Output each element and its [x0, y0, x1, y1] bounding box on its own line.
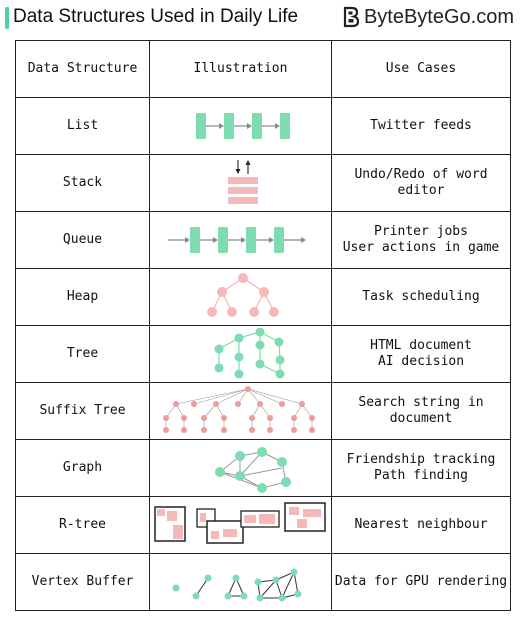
table-row [16, 497, 511, 554]
illustration-cell [150, 497, 332, 554]
queue-illustration [156, 214, 326, 266]
use-case: Twitter feeds [332, 98, 511, 155]
structure-name: Tree [16, 326, 150, 383]
structure-name: Graph [16, 440, 150, 497]
structure-name: Heap [16, 269, 150, 326]
table-row [16, 554, 511, 611]
use-case: Data for GPU rendering [332, 554, 511, 611]
brand [342, 4, 514, 30]
illustration-cell [150, 155, 332, 212]
structure-name: Vertex Buffer [16, 554, 150, 611]
structure-name: List [16, 98, 150, 155]
page-header [0, 0, 520, 36]
use-case: Nearest neighbour [332, 497, 511, 554]
illustration-cell [150, 554, 332, 611]
column-header-use-cases: Use Cases [332, 41, 511, 98]
table-row [16, 155, 511, 212]
use-case: Search string in document [332, 383, 511, 440]
table-row [16, 326, 511, 383]
illustration-cell [150, 212, 332, 269]
data-structures-table [15, 40, 511, 611]
structure-name: R-tree [16, 497, 150, 554]
structure-name: Queue [16, 212, 150, 269]
structure-name: Suffix Tree [16, 383, 150, 440]
tree-illustration [156, 328, 326, 380]
table-header-row [16, 41, 511, 98]
use-case: Undo/Redo of word editor [332, 155, 511, 212]
table-row [16, 269, 511, 326]
brand-name: ByteByteGo.com [363, 5, 514, 28]
use-case: Printer jobs User actions in game [332, 212, 511, 269]
table-row [16, 212, 511, 269]
column-header-illustration: Illustration [150, 41, 332, 98]
graph-illustration [156, 442, 326, 494]
illustration-cell [150, 269, 332, 326]
table-row [16, 383, 511, 440]
stack-illustration [156, 157, 326, 209]
page-title: Data Structures Used in Daily Life [13, 6, 299, 27]
illustration-cell [150, 326, 332, 383]
heap-illustration [156, 271, 326, 323]
title-accent-bar [5, 7, 9, 29]
structure-name: Stack [16, 155, 150, 212]
column-header-structure: Data Structure [16, 41, 150, 98]
r-tree-illustration [153, 499, 329, 551]
illustration-cell [150, 440, 332, 497]
use-case: Friendship tracking Path finding [332, 440, 511, 497]
table-row [16, 98, 511, 155]
illustration-cell [150, 98, 332, 155]
use-case: Task scheduling [332, 269, 511, 326]
suffix-tree-illustration [156, 385, 326, 437]
list-illustration [156, 100, 326, 152]
table-row [16, 440, 511, 497]
use-case: HTML document AI decision [332, 326, 511, 383]
illustration-cell [150, 383, 332, 440]
bytebytego-logo-icon [342, 6, 360, 28]
vertex-buffer-illustration [156, 556, 326, 608]
